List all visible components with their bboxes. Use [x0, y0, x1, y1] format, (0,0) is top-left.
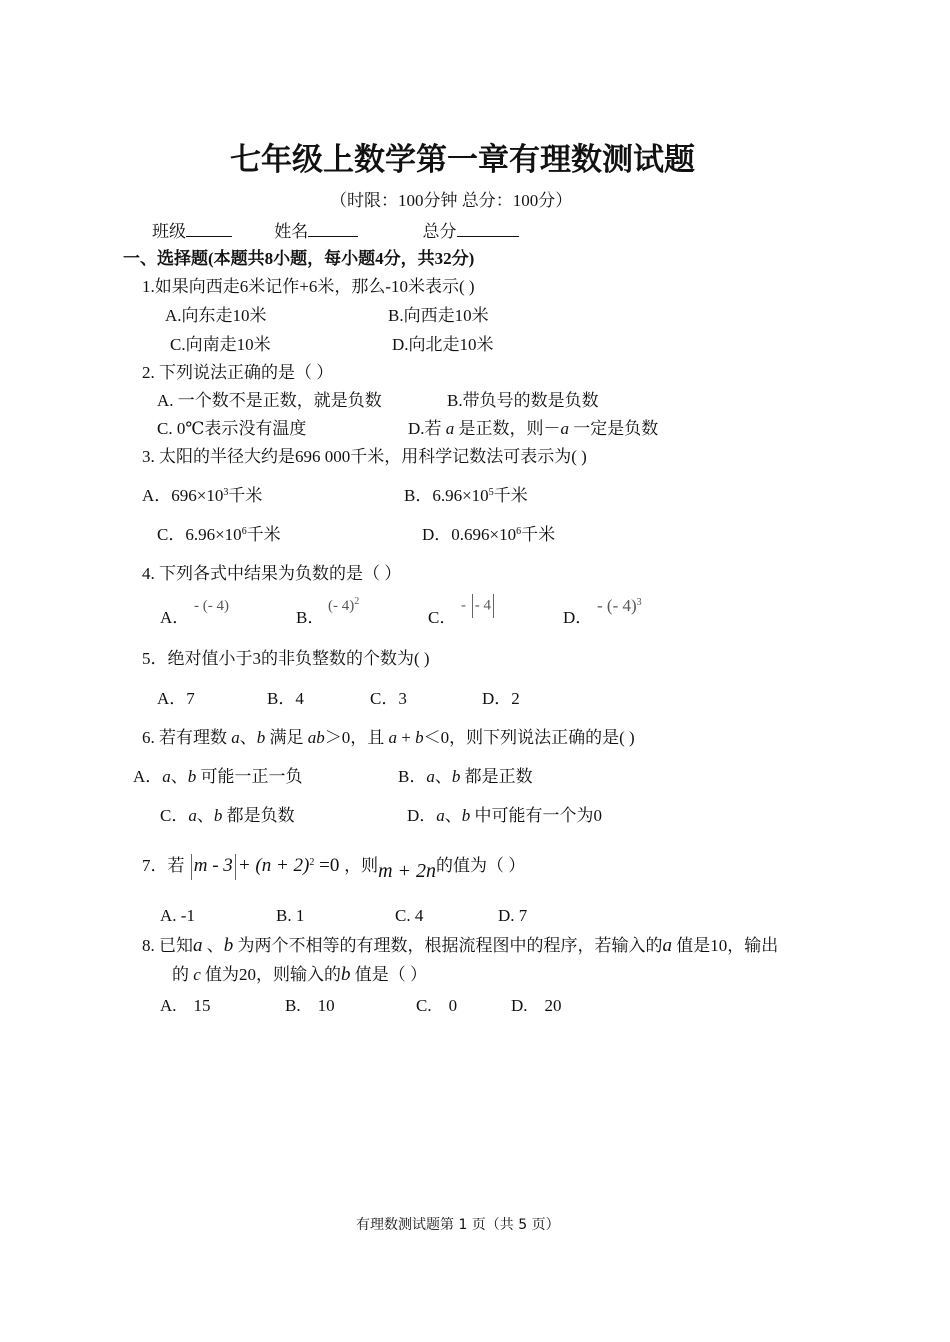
q8-pre: 8. 已知	[142, 936, 193, 955]
q6-stem	[142, 727, 635, 749]
q4-d-exp: 3	[636, 597, 642, 608]
q2-d-var2: a	[560, 419, 570, 438]
q6-a-text: 可能一正一负	[196, 767, 303, 786]
q8-line1	[142, 935, 778, 957]
q4-option-d-label[interactable]: D．	[563, 608, 593, 627]
abs-bar-right	[493, 594, 494, 618]
q2-option-a[interactable]: A. 一个数不是正数，就是负数	[157, 391, 382, 410]
q2-d-post: 一定是负数	[569, 419, 659, 438]
q6-b-var-a: a	[426, 767, 435, 786]
q6-sep: 、	[239, 728, 257, 747]
q7-stem	[142, 848, 525, 883]
q8-sep: 、	[202, 936, 224, 955]
q8-l2-post: 值是（ ）	[350, 965, 428, 984]
name-label: 姓名	[274, 222, 309, 241]
q4-option-a-label[interactable]: A．	[160, 608, 190, 627]
q6-var-ab: ab	[307, 728, 325, 747]
q4-stem: 4. 下列各式中结果为负数的是（ ）	[142, 564, 402, 583]
info-line	[152, 219, 519, 243]
q7-expr3: =0	[314, 855, 340, 876]
q5-stem: 5．绝对值小于3的非负整数的个数为( )	[142, 649, 430, 668]
q7-expression	[189, 855, 344, 876]
q8-option-c[interactable]: C. 0	[416, 996, 458, 1015]
q4-option-c-expr	[461, 594, 496, 618]
q6-d-label: D．	[407, 806, 437, 825]
q7-expr2-exp: 2	[309, 857, 315, 868]
q7-abs-left	[191, 854, 192, 880]
class-blank[interactable]	[186, 219, 232, 237]
q8-option-b[interactable]: B. 10	[285, 996, 335, 1015]
q6-b-label: B．	[398, 767, 427, 786]
q4-b-base: (- 4)	[328, 598, 355, 614]
page-title: 七年级上数学第一章有理数测试题	[230, 142, 695, 177]
q2-stem: 2. 下列说法正确的是（ ）	[142, 363, 334, 382]
q3-b-exp: 5	[488, 487, 494, 498]
q7-option-d[interactable]: D. 7	[498, 906, 528, 925]
q7-expr2: + (n + 2)	[237, 855, 310, 876]
q4-c-inner: - 4	[474, 597, 491, 614]
q7-option-b[interactable]: B. 1	[276, 906, 305, 925]
q6-var-a2: a	[388, 728, 397, 747]
q3-option-c[interactable]	[157, 524, 281, 546]
q8-post: 值是10，输出	[672, 936, 779, 955]
page-footer: 有理数测试题第 1 页（共 5 页）	[356, 1217, 560, 1233]
q7-post: 的值为（ ）	[436, 856, 526, 875]
q6-a-var-b: b	[187, 767, 197, 786]
q8-var-a: a	[193, 935, 203, 956]
q6-c-text: 都是负数	[222, 806, 295, 825]
q6-plus: +	[397, 728, 416, 747]
q8-l2-pre: 的	[172, 965, 194, 984]
q6-option-c[interactable]	[160, 805, 295, 827]
q6-d-var-b: b	[461, 806, 471, 825]
q5-option-b[interactable]: B．4	[267, 689, 304, 708]
q5-option-d[interactable]: D．2	[482, 689, 520, 708]
q4-option-c-label[interactable]: C．	[428, 608, 457, 627]
q1-stem: 1.如果向西走6米记作+6米，那么-10米表示( )	[142, 277, 475, 296]
q6-b-sep: 、	[434, 767, 452, 786]
q3-a-exp: 3	[223, 487, 229, 498]
q6-c-var-b: b	[213, 806, 223, 825]
q3-a-base: A．696×10	[142, 486, 224, 505]
q6-b-var-b: b	[451, 767, 461, 786]
q3-option-b[interactable]	[404, 485, 528, 507]
class-label: 班级	[152, 222, 186, 241]
q5-option-c[interactable]: C．3	[370, 689, 407, 708]
q7-expr4: m + 2n	[378, 860, 437, 882]
q3-option-a[interactable]	[142, 485, 262, 507]
q4-c-neg: -	[461, 597, 466, 614]
q3-d-exp: 6	[516, 526, 522, 537]
q2-d-pre: D.若	[408, 419, 446, 438]
section-heading: 一、选择题(本题共8小题，每小题4分，共32分)	[123, 249, 475, 268]
q6-d-sep: 、	[444, 806, 462, 825]
q3-b-base: B．6.96×10	[404, 486, 489, 505]
q3-c-exp: 6	[241, 526, 247, 537]
q7-option-c[interactable]: C. 4	[395, 906, 424, 925]
q5-option-a[interactable]: A．7	[157, 689, 195, 708]
q7-abs-right	[235, 854, 236, 880]
q3-b-unit: 千米	[493, 486, 528, 505]
q2-option-c[interactable]: C. 0℃表示没有温度	[157, 419, 307, 438]
q6-option-d[interactable]	[407, 805, 602, 827]
q1-option-b[interactable]: B.向西走10米	[388, 306, 489, 325]
q6-var-a: a	[231, 728, 240, 747]
q1-option-d[interactable]: D.向北走10米	[392, 335, 494, 354]
q4-d-base: - (- 4)	[597, 596, 637, 615]
q1-option-a[interactable]: A.向东走10米	[165, 306, 267, 325]
q6-d-text: 中可能有一个为0	[470, 806, 603, 825]
q3-option-d[interactable]	[422, 524, 555, 546]
q2-d-mid: 是正数，则－	[454, 419, 561, 438]
q3-d-unit: 千米	[521, 525, 556, 544]
q6-a-label: A．	[133, 767, 163, 786]
q8-var-a2: a	[662, 935, 672, 956]
score-label: 总分	[422, 222, 457, 241]
q8-var-b: b	[223, 935, 234, 956]
q6-mid: 满足	[265, 728, 308, 747]
name-blank[interactable]	[308, 219, 358, 237]
q6-a-var-a: a	[162, 767, 171, 786]
q4-option-b-label[interactable]: B．	[296, 608, 325, 627]
q6-c-var-a: a	[188, 806, 197, 825]
q6-option-b[interactable]	[398, 766, 533, 788]
q6-var-b2: b	[415, 728, 424, 747]
q8-var-c: c	[193, 965, 201, 984]
q8-option-d[interactable]: D. 20	[511, 996, 562, 1015]
q4-option-a-expr: - (- 4)	[194, 598, 229, 614]
q8-l2-mid: 值为20，则输入的	[200, 965, 342, 984]
q6-var-b: b	[256, 728, 266, 747]
q8-var-b2: b	[341, 964, 351, 985]
q8-option-a[interactable]: A. 15	[160, 996, 211, 1015]
q6-a-sep: 、	[170, 767, 188, 786]
q6-pre: 6. 若有理数	[142, 728, 232, 747]
q6-d-var-a: a	[436, 806, 445, 825]
q6-option-a[interactable]	[133, 766, 303, 788]
q7-expr1: m - 3	[193, 855, 233, 876]
q7-pre: 7．若	[142, 856, 185, 875]
q3-d-base: D．0.696×10	[422, 525, 517, 544]
page-subtitle: （时限：100分钟 总分：100分）	[330, 191, 573, 210]
q2-d-var1: a	[445, 419, 455, 438]
q6-mid2: ＞0，且	[324, 728, 389, 747]
q6-post: ＜0，则下列说法正确的是( )	[423, 728, 635, 747]
q8-mid: 为两个不相等的有理数，根据流程图中的程序，若输入的	[233, 936, 663, 955]
q6-c-label: C．	[160, 806, 189, 825]
q3-a-unit: 千米	[228, 486, 263, 505]
q2-option-b[interactable]: B.带负号的数是负数	[447, 391, 599, 410]
q6-c-sep: 、	[196, 806, 214, 825]
q2-option-d[interactable]	[408, 418, 658, 440]
score-blank[interactable]	[457, 219, 519, 237]
q3-c-unit: 千米	[246, 525, 281, 544]
q7-mid: ，则	[344, 856, 379, 875]
q8-line2	[172, 964, 427, 986]
q6-b-text: 都是正数	[460, 767, 533, 786]
q3-c-base: C．6.96×10	[157, 525, 242, 544]
q3-stem: 3. 太阳的半径大约是696 000千米，用科学记数法可表示为( )	[142, 447, 587, 466]
abs-bar-left	[472, 594, 473, 618]
q7-option-a[interactable]: A. -1	[160, 906, 195, 925]
q4-b-exp: 2	[354, 596, 360, 607]
q4-option-d-expr	[597, 596, 642, 616]
q1-option-c[interactable]: C.向南走10米	[170, 335, 271, 354]
q4-option-b-expr	[328, 598, 359, 615]
